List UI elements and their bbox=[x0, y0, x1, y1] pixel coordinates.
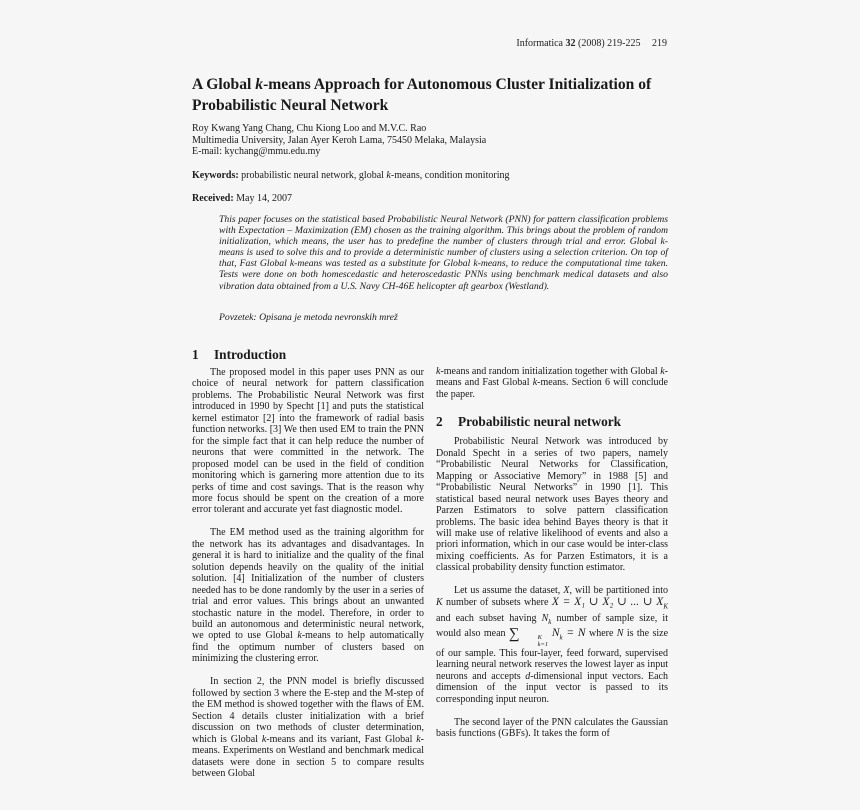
k-italic: k bbox=[416, 733, 421, 745]
text-run: , will be partitioned into bbox=[569, 585, 669, 597]
text-run: -means. Experiments on Westland and benchmark medical datasets were done in section 5 to compare results between Global bbox=[192, 733, 424, 779]
k-italic: k bbox=[436, 366, 441, 377]
sum-limits bbox=[520, 634, 549, 648]
author-email[interactable]: kychang@mmu.edu.my bbox=[224, 146, 321, 158]
text-run: and each subset having bbox=[436, 612, 542, 624]
journal-year-pages: (2008) 219-225 bbox=[578, 38, 641, 49]
math-subscript: k bbox=[548, 617, 552, 626]
k-italic: k bbox=[297, 630, 302, 642]
equation-partition bbox=[551, 595, 669, 611]
abstract: This paper focuses on the statistical based Probabilistic Neural Network (PNN) for pattern classification problems with Expectation – Maximization (EM) chosen as the training algorithm. This brings about the problem of random initialization, which means, the user has to predefine the number of clusters through trial and error. Global k-means is used to solve this and to provide a deterministic number of clusters using a selection criterion. On top of that, Fast Global k-means was tested as a substitute for Global k-means, to reduce the computational time taken. Tests were done on both homescedastic and heteroscedastic PNNs using benchmark medical datasets and also vibration data obtained from a U.S. Navy CH-46E helicopter aft gearbox (Westland). bbox=[219, 214, 668, 292]
text-run: -means and random initialization together with Global bbox=[440, 366, 661, 377]
pnn-paragraph-1: Probabilistic Neural Network was introduced by Donald Specht in a series of two papers, namely “Probabilistic Neural Networks for Classification, Mapping or Associative Memory” in 1988 [5] and “Probabilistic Neural Networks” in 1990 [1]. This statistical based neural network uses Bayes theory and Parzen Estimators to solve pattern classification problems. The basic idea behind Bayes theory is that it will make use of relative likelihood of events and also a priori information, which in our case would be inter-class mixing coefficients. As for Parzen Estimators, it is a classical probability density function estimator. bbox=[436, 436, 668, 574]
journal-volume: 32 bbox=[565, 38, 576, 49]
paper-title bbox=[192, 74, 682, 116]
keywords-line bbox=[192, 170, 672, 182]
text-run: number of sample size, it would also mean bbox=[436, 612, 668, 639]
title-k: k bbox=[255, 76, 264, 93]
running-header bbox=[516, 38, 667, 49]
received-date: May 14, 2007 bbox=[236, 193, 292, 204]
page-number: 219 bbox=[652, 38, 667, 49]
text-run: In section 2, the PNN model is briefly discussed followed by section 3 where the E-step and the M-step of the EM method is showed together with the flaws of EM. Section 4 details cluster initialization with a brief discussion on two methods of cluster determination, which is Global bbox=[192, 676, 424, 745]
text-run: -means and Fast Global bbox=[436, 366, 668, 389]
text-run: number of subsets where bbox=[442, 596, 552, 608]
k-italic: k bbox=[261, 733, 267, 745]
intro-paragraph-3-continued bbox=[436, 366, 668, 400]
text-run: is the size of our sample. This four-layer, feed forward, supervised learning neural network reserves the lowest layer as input neurons and accepts bbox=[436, 627, 669, 682]
author-names: Roy Kwang Yang Chang, Chu Kiong Loo and M.V.C. Rao bbox=[192, 123, 427, 134]
section-title: Probabilistic neural network bbox=[458, 414, 622, 430]
equation-text: = N bbox=[562, 626, 586, 639]
sigma-symbol: ∑ bbox=[508, 625, 520, 642]
title-part: -means Approach for Autonomous Cluster Initialization of Probabilistic Neural Network bbox=[192, 76, 652, 114]
received-label: Received: bbox=[192, 193, 234, 204]
pnn-paragraph-3: The second layer of the PNN calculates the Gaussian basis functions (GBFs). It takes the form of bbox=[436, 716, 668, 740]
equation-subscript: k bbox=[559, 633, 563, 642]
math-var: K bbox=[436, 596, 443, 608]
keywords-text: -means, condition monitoring bbox=[390, 170, 510, 181]
math-var: d bbox=[525, 670, 531, 682]
pnn-paragraph-2 bbox=[436, 585, 668, 705]
intro-paragraph-2 bbox=[192, 527, 424, 664]
title-part: A Global bbox=[192, 76, 256, 93]
author-email-line bbox=[192, 146, 672, 158]
equation-text: N bbox=[551, 626, 560, 639]
section-number: 2 bbox=[436, 414, 443, 430]
keywords-k: k bbox=[386, 170, 391, 181]
equation-text: X = X₁ ∪ X₂ ∪ ... ∪ X bbox=[551, 595, 664, 608]
math-var: N bbox=[616, 627, 624, 639]
k-italic: k bbox=[660, 366, 665, 377]
section-number: 1 bbox=[192, 347, 199, 362]
math-var: N bbox=[541, 612, 549, 624]
email-label: E-mail: bbox=[192, 146, 222, 158]
k-italic: k bbox=[532, 377, 538, 389]
received-line bbox=[192, 193, 672, 205]
right-column bbox=[436, 366, 668, 740]
text-run: where bbox=[585, 627, 617, 639]
text-run: -means. Section 6 will conclude the paper. bbox=[436, 377, 668, 400]
intro-paragraph-1: The proposed model in this paper uses PNN as our choice of neural network for pattern classification problems. The Probabilistic Neural Network was first introduced in 1990 by Specht [1] and puts the statistical kernel estimator [2] into the framework of radial basis function networks. [3] We then used EM to train the PNN for the simple fact that it can help reduce the number of neurons that were committed in the network. The proposed model can be used in the field of condition monitoring which is garnering more attention due to its perks of time and cost savings. That is the reason why more focus should be spent on the creation of a more error tolerant and accurate yet fast diagnostic model. bbox=[192, 367, 424, 516]
keywords-label: Keywords: bbox=[192, 170, 239, 181]
author-affiliation: Multimedia University, Jalan Ayer Keroh Lama, 75450 Melaka, Malaysia bbox=[192, 134, 487, 146]
text-run: -dimensional input vectors. Each dimension of the input vector is passed to its corresponding input neuron. bbox=[436, 670, 668, 705]
sum-upper: K bbox=[537, 633, 542, 641]
text-run: Let us assume the dataset, bbox=[454, 585, 564, 597]
section-heading-introduction bbox=[192, 347, 424, 363]
left-column bbox=[192, 347, 424, 779]
povzetek: Povzetek: Opisana je metoda nevronskih mrež bbox=[219, 312, 398, 323]
text-run: The EM method used as the training algorithm for the network has its advantages and disadvantages. In general it is hard to initialize and the quality of the final solution depends heavily on the quality of the initial solution. [4] Initialization of the number of clusters needed has to be done randomly by the user in a series of trial and error values. This brings about an unwanted stochastic nature in the model. Therefore, in order to build an autonomous and deterministic neural network, we opted to use Global bbox=[192, 527, 424, 642]
equation-sum bbox=[508, 625, 586, 648]
math-var: X bbox=[563, 585, 570, 597]
journal-name: Informatica bbox=[516, 38, 563, 49]
keywords-text: probabilistic neural network, global bbox=[241, 170, 387, 181]
sum-lower: k=1 bbox=[537, 640, 549, 648]
section-title: Introduction bbox=[214, 347, 287, 362]
equation-subscript: K bbox=[663, 602, 669, 611]
intro-paragraph-3 bbox=[192, 676, 424, 779]
author-block bbox=[192, 123, 672, 158]
section-heading-pnn bbox=[436, 414, 668, 430]
text-run: -means and its variant, Fast Global bbox=[266, 733, 417, 745]
text-run: -means to help automatically find the optimum number of clusters based on minimizing the clustering error. bbox=[192, 630, 425, 665]
